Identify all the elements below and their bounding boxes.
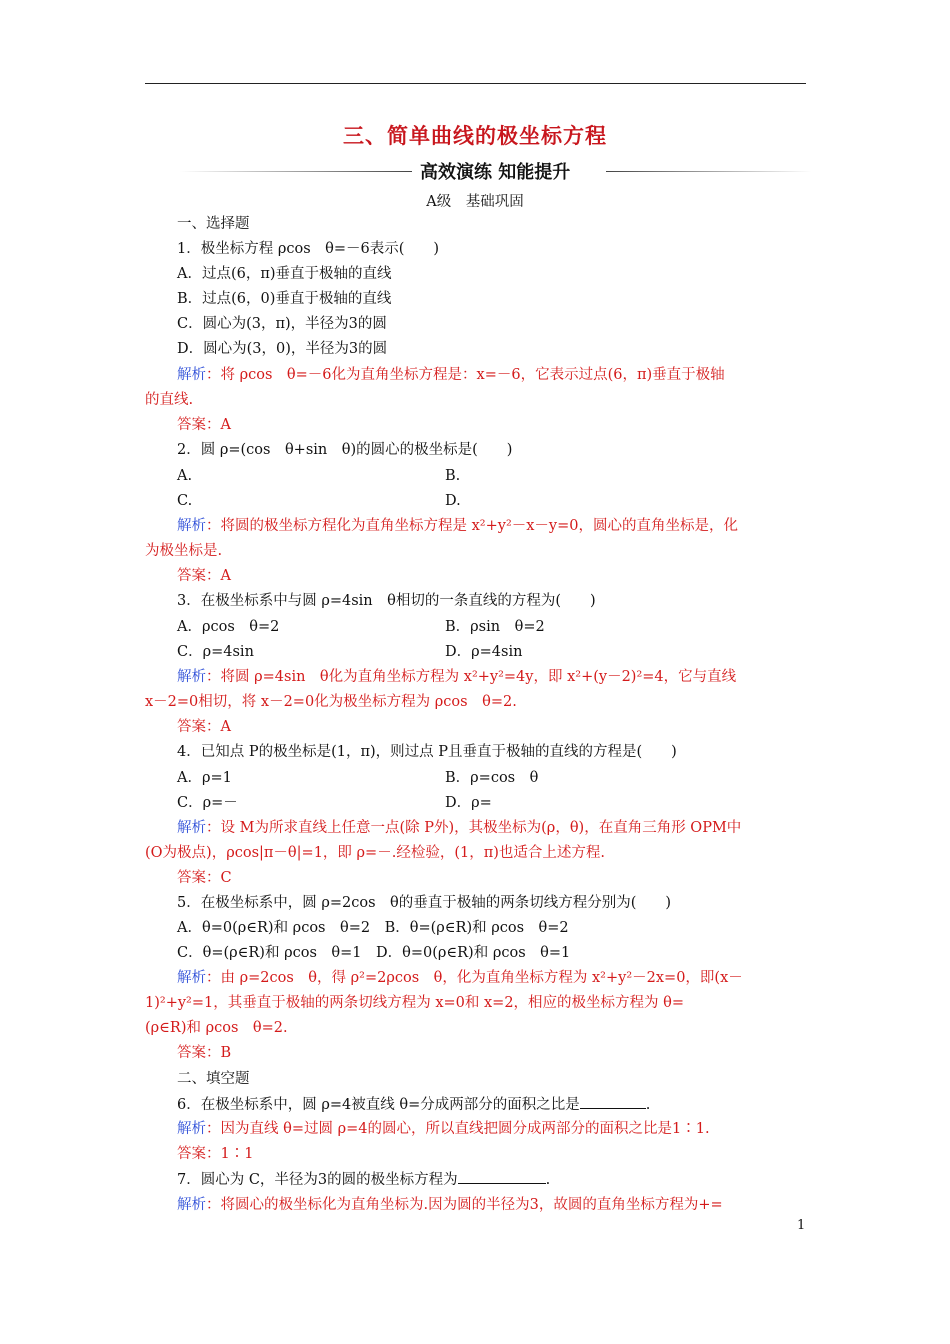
q4-stem: 4．已知点 P的极坐标是(1，π)，则过点 P且垂直于极轴的直线的方程是( ) — [177, 744, 677, 760]
q7-answer-blank — [458, 1169, 546, 1184]
solution-label: 解析 — [177, 518, 206, 534]
q4-option-c: C．ρ=－ — [177, 795, 238, 811]
q2-answer: 答案：A — [177, 568, 231, 584]
subtitle: 高效演练 知能提升 — [420, 162, 571, 183]
q2-option-b: B. — [445, 468, 461, 484]
section-heading-choice: 一、选择题 — [177, 216, 250, 232]
q1-option-d: D．圆心为(3，0)，半径为3的圆 — [177, 341, 388, 357]
q4-solution-line-1 — [177, 818, 741, 838]
solution-label: 解析 — [177, 820, 206, 836]
q7-solution-text: ：将圆心的极坐标化为直角坐标为.因为圆的半径为3，故圆的直角坐标方程为+= — [206, 1197, 723, 1213]
q5-solution-line-2: 1)²+y²=1，其垂直于极轴的两条切线方程为 x=0和 x=2，相应的极坐标方程为 θ= — [145, 995, 685, 1011]
q5-solution-line-3: (ρ∈R)和 ρcos θ=2. — [145, 1020, 288, 1036]
q3-option-a: A．ρcos θ=2 — [177, 619, 280, 635]
q6-solution-line-1 — [177, 1119, 710, 1139]
q1-solution-line-2: 的直线. — [145, 392, 194, 408]
q3-option-c: C．ρ=4sin — [177, 644, 254, 660]
q6-stem — [177, 1094, 650, 1115]
subtitle-line-right — [606, 171, 812, 172]
q7-stem-end: . — [545, 1172, 551, 1188]
q5-stem: 5．在极坐标系中，圆 ρ=2cos θ的垂直于极轴的两条切线方程分别为( ) — [177, 895, 672, 911]
q2-solution-line-2: 为极坐标是. — [145, 543, 223, 559]
solution-label: 解析 — [177, 669, 206, 685]
q6-solution-text: ：因为直线 θ=过圆 ρ=4的圆心，所以直线把圆分成两部分的面积之比是1∶1. — [206, 1121, 710, 1137]
solution-label: 解析 — [177, 970, 206, 986]
q1-answer: 答案：A — [177, 417, 231, 433]
q5-options-ab: A．θ=0(ρ∈R)和 ρcos θ=2 B．θ=(ρ∈R)和 ρcos θ=2 — [177, 920, 569, 936]
q3-solution-line-1 — [177, 667, 736, 687]
q2-solution-text: ：将圆的极坐标方程化为直角坐标方程是 x²+y²－x－y=0，圆心的直角坐标是，化 — [206, 518, 738, 534]
q4-solution-text: ：设 M为所求直线上任意一点(除 P外)，其极坐标为(ρ，θ)，在直角三角形 OPM中 — [206, 820, 742, 836]
q6-answer: 答案：1∶1 — [177, 1146, 254, 1162]
q4-answer: 答案：C — [177, 870, 232, 886]
q1-option-b: B．过点(6，0)垂直于极轴的直线 — [177, 291, 392, 307]
subtitle-line-left — [180, 171, 412, 172]
q1-option-c: C．圆心为(3，π)，半径为3的圆 — [177, 316, 387, 332]
q4-option-d: D．ρ= — [445, 795, 492, 811]
q3-solution-line-2: x－2=0相切，将 x－2=0化为极坐标方程为 ρcos θ=2. — [145, 694, 517, 710]
q1-solution-text: ：将 ρcos θ=－6化为直角坐标方程是：x=－6，它表示过点(6，π)垂直于极轴 — [206, 367, 725, 383]
q6-answer-blank — [580, 1094, 646, 1109]
q5-solution-text: ：由 ρ=2cos θ，得 ρ²=2ρcos θ，化为直角坐标方程为 x²+y²－2x=0，即(x－ — [206, 970, 743, 986]
q7-solution-line-1 — [177, 1195, 723, 1215]
solution-label: 解析 — [177, 1197, 206, 1213]
q4-option-a: A．ρ=1 — [177, 770, 232, 786]
q1-solution-line-1 — [177, 365, 725, 385]
solution-label: 解析 — [177, 367, 206, 383]
q3-solution-text: ：将圆 ρ=4sin θ化为直角坐标方程为 x²+y²=4y，即 x²+(y－2)²=4，它与直线 — [206, 669, 737, 685]
q3-option-b: B．ρsin θ=2 — [445, 619, 545, 635]
q7-stem — [177, 1169, 550, 1190]
q3-answer: 答案：A — [177, 719, 231, 735]
subtitle-banner — [180, 158, 812, 184]
q3-option-d: D．ρ=4sin — [445, 644, 523, 660]
q7-stem-text: 7．圆心为 C，半径为3的圆的极坐标方程为 — [177, 1172, 458, 1188]
q3-stem: 3．在极坐标系中与圆 ρ=4sin θ相切的一条直线的方程为( ) — [177, 593, 596, 609]
q6-stem-end: . — [645, 1097, 651, 1113]
q5-solution-line-1 — [177, 968, 743, 988]
q5-options-cd: C．θ=(ρ∈R)和 ρcos θ=1 D．θ=0(ρ∈R)和 ρcos θ=1 — [177, 945, 571, 961]
q4-solution-line-2: (O为极点)，ρcos|π－θ|=1，即 ρ=－.经检验，(1，π)也适合上述方程. — [145, 845, 605, 861]
header-rule — [145, 83, 806, 84]
q2-solution-line-1 — [177, 516, 738, 536]
q4-option-b: B．ρ=cos θ — [445, 770, 539, 786]
q2-option-d: D. — [445, 493, 461, 509]
section-heading-fill: 二、填空题 — [177, 1071, 250, 1087]
q1-stem: 1．极坐标方程 ρcos θ=－6表示( ) — [177, 241, 440, 257]
q2-stem: 2．圆 ρ=(cos θ+sin θ)的圆心的极坐标是( ) — [177, 442, 513, 458]
q5-answer: 答案：B — [177, 1045, 232, 1061]
solution-label: 解析 — [177, 1121, 206, 1137]
q2-option-a: A. — [177, 468, 193, 484]
q2-option-c: C. — [177, 493, 193, 509]
level-heading: A级 基础巩固 — [426, 194, 524, 210]
page-title: 三、简单曲线的极坐标方程 — [343, 124, 607, 148]
page-number: 1 — [797, 1218, 806, 1233]
q1-option-a: A．过点(6，π)垂直于极轴的直线 — [177, 266, 392, 282]
q6-stem-text: 6．在极坐标系中，圆 ρ=4被直线 θ=分成两部分的面积之比是 — [177, 1097, 580, 1113]
